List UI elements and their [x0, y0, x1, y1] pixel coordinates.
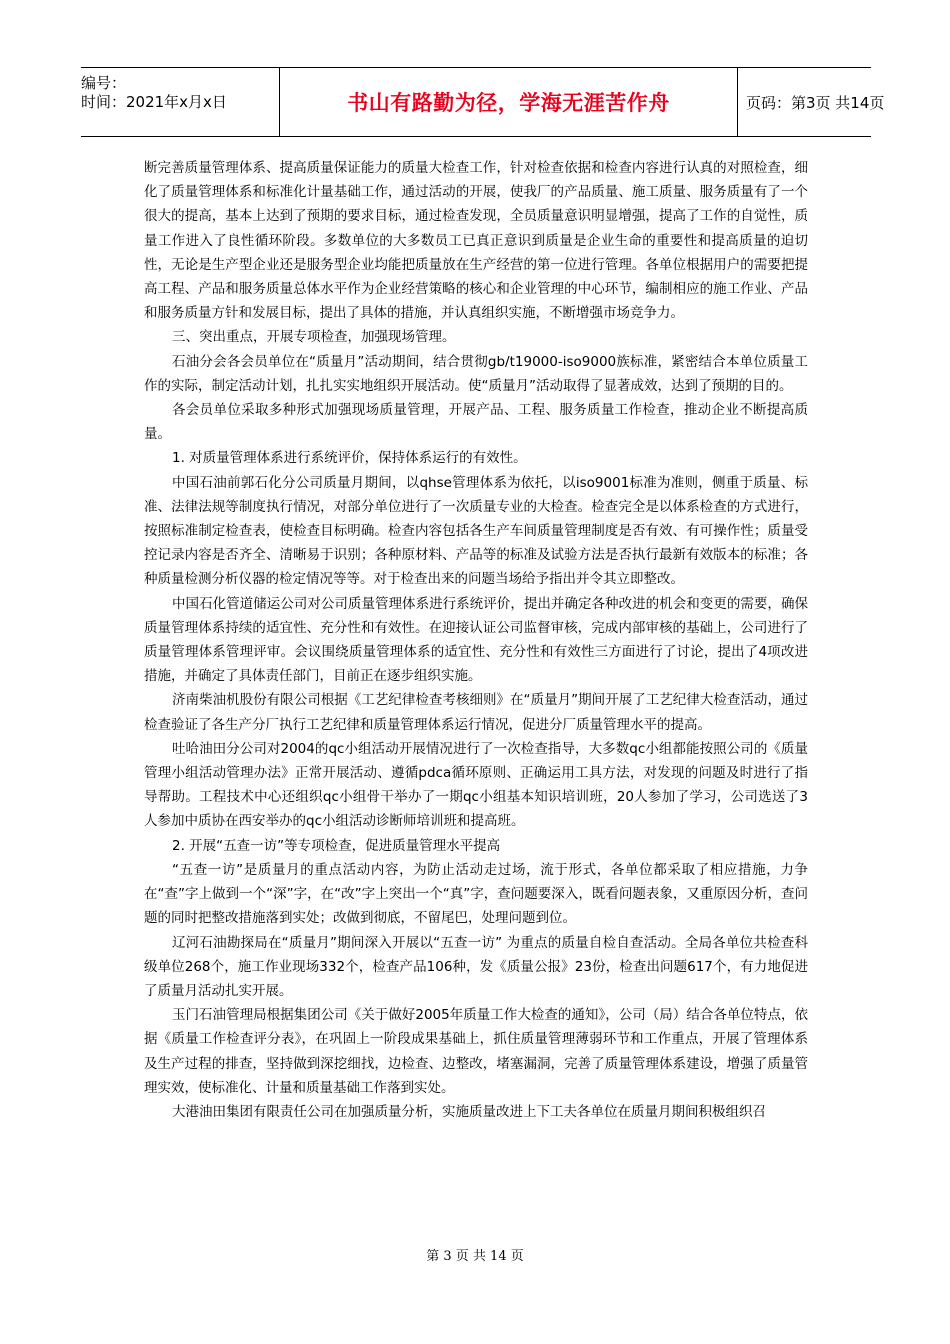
- paragraph: 中国石化管道储运公司对公司质量管理体系进行系统评价，提出并确定各种改进的机会和变更的需要，确保质量管理体系持续的适宜性、充分性和有效性。在迎接认证公司监督审核，完成内部审核的基础上，公司进行了质量管理体系管理评审。会议围绕质量管理体系的适宜性、充分性和有效性三方面进行了讨论，提出了4项改进措施，并确定了具体责任部门，目前正在逐步组织实施。: [144, 595, 808, 685]
- paragraph: 济南柴油机股份有限公司根据《工艺纪律检查考核细则》在“质量月”期间开展了工艺纪律大检查活动，通过检查验证了各生产分厂执行工艺纪律和质量管理体系运行情况，促进分厂质量管理水平的提高。: [144, 692, 808, 733]
- page-footer: 第 3 页 共 14 页: [426, 1249, 524, 1264]
- header-page-info: 页码：第3页 共14页: [746, 93, 885, 112]
- paragraph: 玉门石油管理局根据集团公司《关于做好2005年质量工作大检查的通知》，公司（局）结合各单位特点，依据《质量工作检查评分表》，在巩固上一阶段成果基础上，抓住质量管理薄弱环节和工作重点，开展了管理体系及生产过程的排查，坚持做到深挖细找，边检查、边整改，堵塞漏洞，完善了质量管理体系建设，增强了质量管理实效，使标准化、计量和质量基础工作落到实处。: [144, 1007, 808, 1096]
- paragraph: 中国石油前郭石化分公司质量月期间，以qhse管理体系为依托，以iso9001标准为准则，侧重于质量、标准、法律法规等制度执行情况，对部分单位进行了一次质量专业的大检查。检查完全是以体系检查的方式进行，按照标准制定检查表，使检查目标明确。检查内容包括各生产车间质量管理制度是否有效、有可操作性；质量受控记录内容是否齐全、清晰易于识别；各种原材料、产品等的标准及试验方法是否执行最新有效版本的标准；各种质量检测分析仪器的检定情况等等。对于检查出来的问题当场给予指出并令其立即整改。: [144, 474, 808, 588]
- paragraph: 三、突出重点，开展专项检查，加强现场管理。: [172, 329, 456, 346]
- paragraph: 1. 对质量管理体系进行系统评价，保持体系运行的有效性。: [172, 450, 527, 467]
- document-body: [144, 156, 808, 1124]
- paragraph: 各会员单位采取多种形式加强现场质量管理，开展产品、工程、服务质量工作检查，推动企业不断提高质量。: [144, 402, 808, 443]
- paragraph: 辽河石油勘探局在“质量月”期间深入开展以“五查一访” 为重点的质量自检自查活动。全局各单位共检查科级单位268个，施工作业现场332个，检查产品106种，发《质量公报》23份，检查出问题617个，有力地促进了质量月活动扎实开展。: [144, 934, 808, 999]
- header-meta: [81, 68, 280, 136]
- paragraph: 吐哈油田分公司对2004的qc小组活动开展情况进行了一次检查指导，大多数qc小组都能按照公司的《质量管理小组活动管理办法》正常开展活动、遵循pdca循环原则、正确运用工具方法，对发现的问题及时进行了指导帮助。工程技术中心还组织qc小组骨干举办了一期qc小组基本知识培训班，20人参加了学习，公司选送了3人参加中质协在西安举办的qc小组活动诊断师培训班和提高班。: [144, 740, 808, 830]
- paragraph: 2. 开展“五查一访”等专项检查，促进质量管理水平提高: [172, 837, 501, 854]
- paragraph: 断完善质量管理体系、提高质量保证能力的质量大检查工作，针对检查依据和检查内容进行认真的对照检查，细化了质量管理体系和标准化计量基础工作，通过活动的开展，使我厂的产品质量、施工质量、服务质量有了一个很大的提高，基本上达到了预期的要求目标，通过检查发现，全员质量意识明显增强，提高了工作的自觉性，质量工作进入了良性循环阶段。多数单位的大多数员工已真正意识到质量是企业生命的重要性和提高质量的迫切性，无论是生产型企业还是服务型企业均能把质量放在生产经营的第一位进行管理。各单位根据用户的需要把提高工程、产品和服务质量总体水平作为企业经营策略的核心和企业管理的中心环节，编制相应的施工作业、产品和服务质量方针和发展目标，提出了具体的措施，并认真组织实施，不断增强市场竞争力。: [144, 160, 808, 322]
- header-motto: 书山有路勤为径，学海无涯苦作舟: [280, 68, 738, 136]
- page-header: [81, 67, 885, 137]
- paragraph: 石油分会各会员单位在“质量月”活动期间，结合贯彻gb/t19000-iso9000族标准，紧密结合本单位质量工作的实际，制定活动计划，扎扎实实地组织开展活动。使“质量月”活动取得了显著成效，达到了预期的目的。: [144, 353, 808, 394]
- paragraph: 大港油田集团有限责任公司在加强质量分析，实施质量改进上下工夫各单位在质量月期间积极组织召: [172, 1103, 766, 1120]
- time-label: 时间：2021年x月x日: [81, 93, 227, 111]
- paragraph: “五查一访”是质量月的重点活动内容，为防止活动走过场，流于形式，各单位都采取了相应措施，力争在“查”字上做到一个“深”字，在“改”字上突出一个“真”字，查问题要深入，既看问题表象，又重原因分析，查问题的同时把整改措施落到实处；改做到彻底，不留尾巴，处理问题到位。: [144, 861, 808, 927]
- number-label: 编号：: [81, 74, 127, 92]
